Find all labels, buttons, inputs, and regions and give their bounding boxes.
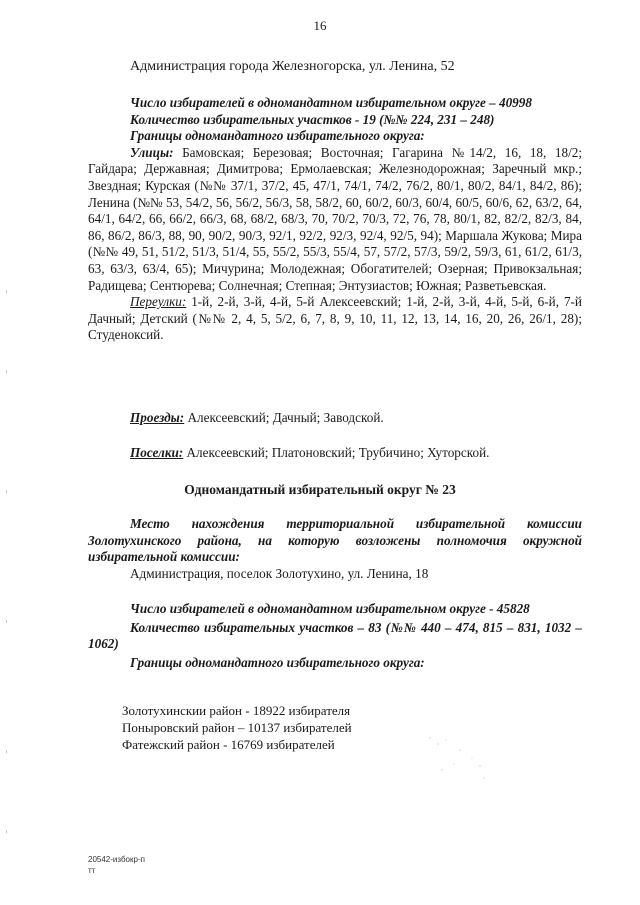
- settlements-text: Алексеевский; Платоновский; Трубичино; Хуторской.: [186, 445, 490, 460]
- district1-stations-count: Количество избирательных участков - 19 (№№ 224, 231 – 248): [130, 111, 495, 127]
- district1-passages: [88, 410, 582, 427]
- district23-borders-title: Границы одномандатного избирательного округа:: [130, 654, 425, 670]
- page-number: 16: [313, 18, 327, 33]
- footer-initials: тт: [88, 866, 96, 875]
- district1-settlements: [88, 445, 582, 462]
- streets-text: Бамовская; Березовая; Восточная; Гагарина №14/2, 16, 18, 18/2; Гайдара; Державная; Димитрова; Ермолаевская; Железнодорожная; Заречный мкр.; Звездная; Курская (№№ 37/1, 37/2, 45, 47/1, 74/1, 74/2, 76/2, 80/1, 80/2, 84/1, 84/2, 86); Ленина (№№ 53, 54/2, 56, 56/2, 56/3, 58, 58/2, 60, 60/2, 60/3, 60/4, 60/5, 60/6, 62, 63/2, 64, 64/1, 64/2, 66, 66/2, 66/3, 68, 68/2, 68/3, 70, 70/2, 70/3, 72, 76, 78, 80/1, 82, 82/2, 82/3, 84, 86, 86/2, 86/3, 88, 90, 90/2, 90/3, 92/1, 92/2, 92/3, 92/4, 92/5, 94); Маршала Жукова; Мира (№№ 49, 51, 51/2, 51/3, 51/4, 55, 55/2, 55/3, 55/4, 57, 57/2, 57/3, 59/2, 59/3, 61, 61/2, 61/3, 63, 63/3, 63/4, 65); Мичурина; Молодежная; Обогатителей; Озерная; Привокзальная; Радищева; Сентюрева; Солнечная; Степная; Энтузиастов; Южная; Разветьевская.: [88, 144, 582, 293]
- district1-streets: [88, 145, 582, 294]
- lanes-label: Переулки:: [130, 294, 187, 310]
- district1-section: [88, 95, 582, 344]
- district23-counts: [88, 601, 582, 671]
- settlements-label: Поселки:: [130, 445, 184, 460]
- streets-label: Улицы:: [130, 144, 174, 160]
- district1-voters-count: Число избирателей в одномандатном избирательном округе – 40998: [130, 95, 532, 110]
- district23-commission: [88, 516, 582, 582]
- district23-title: Одномандатный избирательный округ № 23: [184, 482, 456, 497]
- scan-edge-marks: [6, 290, 8, 850]
- district23-stations-count: Количество избирательных участков – 83 (№№ 440 – 474, 815 – 831, 1032 – 1062): [88, 619, 582, 652]
- header-address: Администрация города Железногорска, ул. Ленина, 52: [130, 59, 455, 74]
- footer-doc-code: 20542-избокр-п: [88, 855, 145, 864]
- district23-commission-location: Место нахождения территориальной избирательной комиссии Золотухинского района, на которую возложены полномочия окружной избирательной комиссии:: [88, 516, 582, 565]
- district-list-item: Поныровский район – 10137 избирателей: [122, 720, 352, 735]
- district1-lanes: [88, 294, 582, 344]
- district-list-item: Золотухинскии район - 18922 избирателя: [122, 703, 351, 718]
- lanes-text: 1-й, 2-й, 3-й, 4-й, 5-й Алексеевский; 1-й, 2-й, 3-й, 4-й, 5-й, 6-й, 7-й Дачный; Детский (№№ 2, 4, 5, 5/2, 6, 7, 8, 9, 10, 11, 12, 13, 14, 16, 20, 26, 26/1, 28); Студеноксий.: [88, 294, 582, 343]
- district23-voters-count: Число избирателей в одномандатном избирательном округе - 45828: [130, 601, 530, 616]
- passages-text: Алексеевский; Дачный; Заводской.: [187, 410, 384, 425]
- passages-label: Проезды:: [130, 410, 185, 425]
- district-list-item: Фатежский район - 16769 избирателей: [122, 737, 335, 752]
- scan-smudge: [420, 730, 500, 790]
- district1-borders-title: Границы одномандатного избирательного округа:: [130, 128, 425, 144]
- district23-commission-address: Администрация, поселок Золотухино, ул. Ленина, 18: [130, 565, 429, 581]
